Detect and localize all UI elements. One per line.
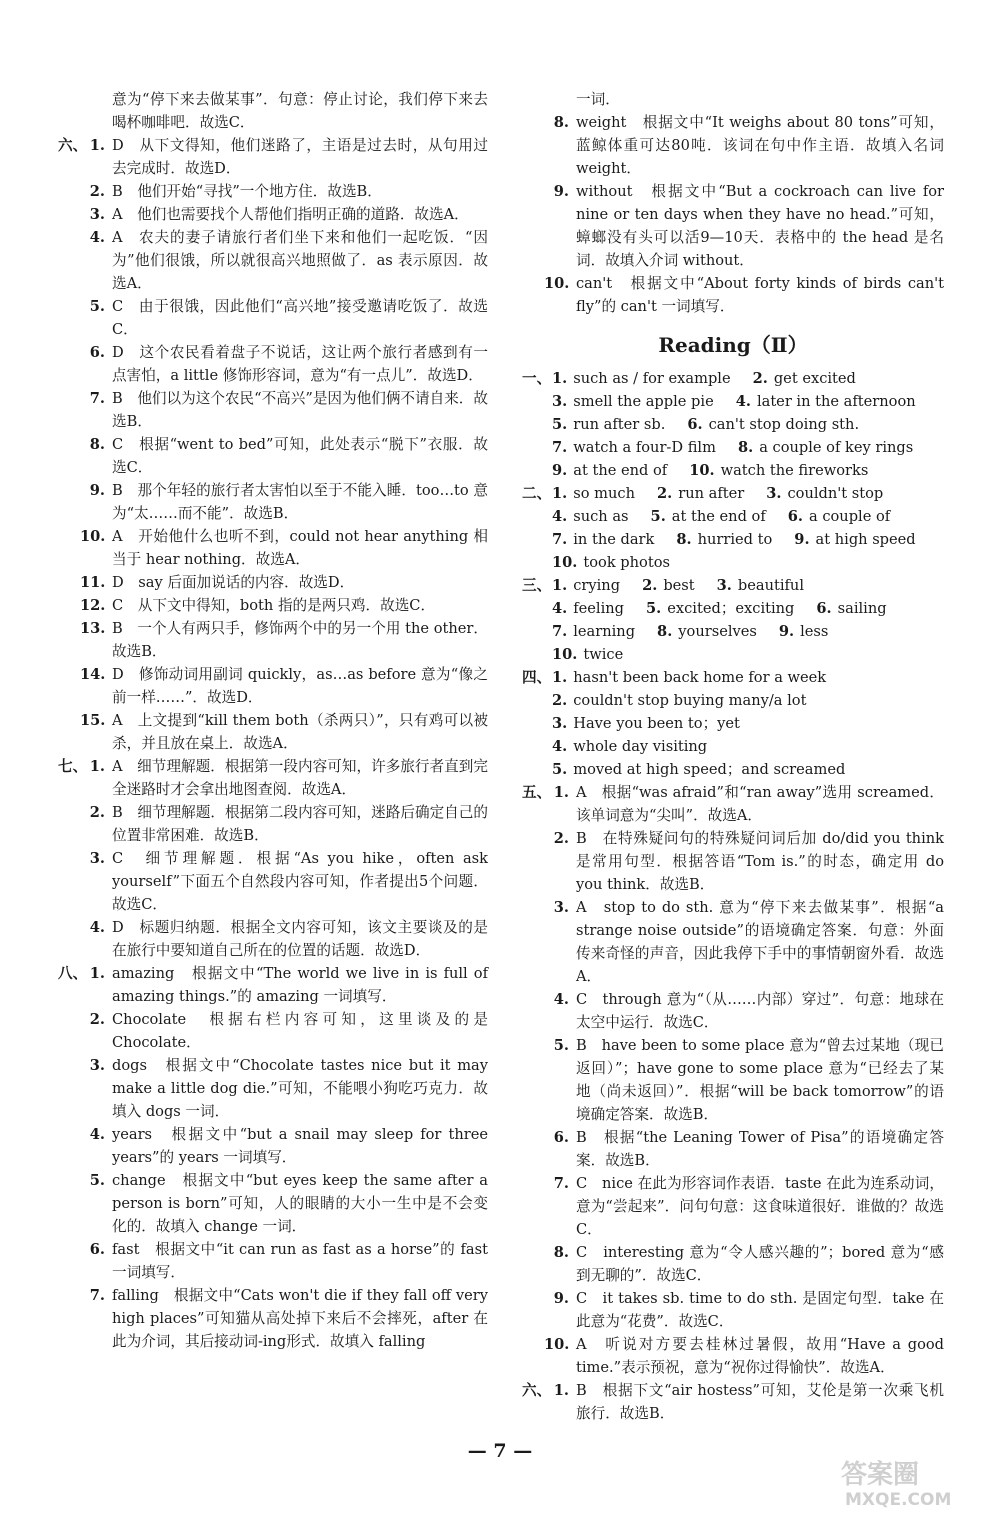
section-number: 三、 <box>522 577 552 594</box>
answer-text: weight 根据文中“It weighs about 80 tons”可知，蓝鲸体重可达80吨．该词在句中作主语．故填入名词 weight． <box>576 114 944 177</box>
phrase-row <box>522 413 944 436</box>
answer-item <box>58 1284 488 1353</box>
question-number: 2. <box>656 485 673 502</box>
phrase-answer: best <box>663 577 695 594</box>
question-number: 3. <box>766 485 782 502</box>
question-number: 15. <box>80 712 106 729</box>
answer-text: A 农夫的妻子请旅行者们坐下来和他们一起吃饭．“因为”他们很饿，所以就很高兴地照做了．as 表示原因．故选A． <box>112 229 488 292</box>
answer-item <box>58 1008 488 1054</box>
answer-item <box>58 755 488 801</box>
question-number: 5. <box>553 1037 569 1054</box>
question-number: 4. <box>552 738 568 755</box>
question-number: 2. <box>89 804 105 821</box>
question-number: 6. <box>787 508 803 525</box>
phrase-answer: whole day visiting <box>573 738 708 755</box>
phrase-row <box>522 735 944 758</box>
phrase-row <box>522 482 944 505</box>
answer-text: A 根据“was afraid”和“ran away”选用 screamed．该单词意为“尖叫”．故选A． <box>576 784 944 824</box>
section-number: 六、 <box>58 137 88 154</box>
answer-text: B 在特殊疑问句的特殊疑问词后加 do/did you think 是常用句型．根据答语“Tom is.”的时态，确定用 do you think．故选B． <box>576 830 944 893</box>
answer-text: C interesting 意为“令人感兴趣的”；bored 意为“感到无聊的”．故选C． <box>576 1244 944 1284</box>
phrase-row <box>522 505 944 528</box>
answer-text: Chocolate 根据右栏内容可知，这里谈及的是 Chocolate． <box>112 1011 488 1051</box>
phrase-answer: sailing <box>837 600 887 617</box>
phrase-answer: twice <box>583 646 624 663</box>
question-number: 8. <box>657 623 673 640</box>
answer-item <box>58 134 488 180</box>
phrase-answer: took photos <box>583 554 670 571</box>
answer-item <box>58 1123 488 1169</box>
phrase-row <box>522 666 944 689</box>
question-number: 6. <box>687 416 703 433</box>
answer-item <box>58 387 488 433</box>
question-number: 3. <box>552 393 568 410</box>
answer-text: C 从下文中得知，both 指的是两只鸡．故选C． <box>112 597 436 614</box>
answer-text: falling 根据文中“Cats won't die if they fall off very high places”可知猫从高处掉下来后不会摔死，after 在此为介词，其后接动词-ing形式．故填入 falling <box>112 1287 488 1350</box>
phrase-answer: couldn't stop buying many/a lot <box>573 692 807 709</box>
question-number: 7. <box>553 1175 569 1192</box>
question-number: 5. <box>89 298 105 315</box>
question-number: 2. <box>89 1011 105 1028</box>
answer-text: can't 根据文中“About forty kinds of birds can't fly”的 can't 一词填写． <box>576 275 944 315</box>
section-number: 八、 <box>58 965 88 982</box>
answer-text: B 一个人有两只手，修饰两个中的另一个用 the other．故选B． <box>112 620 488 660</box>
phrase-row <box>522 436 944 459</box>
answer-text: B 根据“the Leaning Tower of Pisa”的语境确定答案．故选B． <box>576 1129 944 1169</box>
question-number: 2. <box>89 183 105 200</box>
question-number: 4. <box>89 229 105 246</box>
answer-text: D 这个农民看着盘子不说话，这让两个旅行者感到有一点害怕，a little 修饰形容词，意为“有一点儿”．故选D． <box>112 344 488 384</box>
phrase-answer: Have you been to；yet <box>573 715 740 732</box>
phrase-answer: get excited <box>773 370 856 387</box>
question-number: 7. <box>89 1287 105 1304</box>
question-number: 9. <box>89 482 105 499</box>
phrase-answer: can't stop doing sth. <box>708 416 860 433</box>
question-number: 3. <box>716 577 732 594</box>
answer-text: D 修饰动词用副词 quickly，as…as before 意为“像之前一样……”．故选D． <box>112 666 488 706</box>
section-number: 四、 <box>522 669 552 686</box>
question-number: 12. <box>80 597 106 614</box>
phrase-answer: beautiful <box>737 577 804 594</box>
answer-item <box>58 433 488 479</box>
phrase-row <box>522 689 944 712</box>
answer-continuation: 一词． <box>576 91 620 108</box>
answer-text: B 根据下文“air hostess”可知，艾伦是第一次乘飞机旅行．故选B． <box>576 1382 944 1422</box>
answer-text: fast 根据文中“it can run as fast as a horse”的 fast 一词填写． <box>112 1241 488 1281</box>
answer-item <box>58 341 488 387</box>
question-number: 1. <box>89 137 105 154</box>
question-number: 7. <box>89 390 105 407</box>
phrase-row <box>522 459 944 482</box>
phrase-answer: a couple of key rings <box>759 439 914 456</box>
answer-text: amazing 根据文中“The world we live in is full of amazing things.”的 amazing 一词填写． <box>112 965 488 1005</box>
phrase-answer: hurried to <box>697 531 773 548</box>
question-number: 4. <box>735 393 751 410</box>
answer-text: C 根据“went to bed”可知，此处表示“脱下”衣服．故选C． <box>112 436 488 476</box>
answer-text: years 根据文中“but a snail may sleep for three years”的 years 一词填写． <box>112 1126 488 1166</box>
answer-text: A 开始他什么也听不到，could not hear anything 相当于 hear nothing．故选A． <box>112 528 488 568</box>
question-number: 1. <box>552 370 568 387</box>
answer-item <box>58 709 488 755</box>
question-number: 9. <box>778 623 795 640</box>
question-number: 11. <box>80 574 106 591</box>
section-number: 七、 <box>58 758 88 775</box>
phrase-row <box>522 574 944 597</box>
phrase-answer: crying <box>573 577 621 594</box>
answer-text: D 从下文得知，他们迷路了，主语是过去时，从句用过去完成时．故选D． <box>112 137 488 177</box>
phrase-answer: hasn't been back home for a week <box>573 669 827 686</box>
question-number: 3. <box>552 715 568 732</box>
answer-text: C 细节理解题．根据“As you hike，often ask yourself”下面五个自然段内容可知，作者提出5个问题．故选C． <box>112 850 488 913</box>
answer-item <box>522 111 944 180</box>
question-number: 3. <box>553 899 569 916</box>
answer-item <box>522 272 944 318</box>
phrase-answer: at the end of <box>573 462 668 479</box>
answer-item <box>58 1238 488 1284</box>
phrase-answer: learning <box>573 623 636 640</box>
question-number: 8. <box>553 114 569 131</box>
answer-item <box>58 203 488 226</box>
question-number: 1. <box>89 965 105 982</box>
question-number: 10. <box>544 275 570 292</box>
right-bottom-answers <box>522 781 944 1425</box>
question-number: 10. <box>689 462 715 479</box>
page-number: — 7 — <box>467 1440 533 1462</box>
question-number: 4. <box>552 508 568 525</box>
section-number: 六、 <box>522 1382 552 1399</box>
answer-item <box>58 962 488 1008</box>
answer-text: D 标题归纳题．根据全文内容可知，该文主要谈及的是在旅行中要知道自己所在的位置的话题．故选D． <box>112 919 488 959</box>
question-number: 2. <box>552 692 568 709</box>
question-number: 1. <box>553 784 569 801</box>
phrase-answer: such as / for example <box>573 370 731 387</box>
question-number: 6. <box>89 1241 105 1258</box>
question-number: 5. <box>552 761 568 778</box>
answer-item <box>522 1287 944 1333</box>
phrase-row <box>522 758 944 781</box>
question-number: 5. <box>650 508 666 525</box>
question-number: 6. <box>816 600 832 617</box>
answer-text: dogs 根据文中“Chocolate tastes nice but it may make a little dog die.”可知，不能喂小狗吃巧克力．故填入 dogs 一词． <box>112 1057 488 1120</box>
answer-item <box>58 617 488 663</box>
question-number: 2. <box>642 577 658 594</box>
answer-item <box>58 594 488 617</box>
question-number: 4. <box>553 991 569 1008</box>
question-number: 8. <box>737 439 754 456</box>
answer-item <box>58 1169 488 1238</box>
question-number: 7. <box>552 439 568 456</box>
question-number: 5. <box>646 600 662 617</box>
question-number: 2. <box>553 830 569 847</box>
answer-text: A 听说对方要去桂林过暑假，故用“Have a good time.”表示预祝，意为“祝你过得愉快”．故选A． <box>576 1336 944 1376</box>
phrase-row <box>522 712 944 735</box>
question-number: 2. <box>752 370 768 387</box>
phrase-answer: feeling <box>573 600 625 617</box>
answer-text: B 那个年轻的旅行者太害怕以至于不能入睡．too…to 意为“太……而不能”．故选B． <box>112 482 488 522</box>
answer-item <box>522 896 944 988</box>
phrase-row <box>522 390 944 413</box>
answer-item <box>522 1172 944 1241</box>
question-number: 10. <box>552 646 578 663</box>
phrase-answer: in the dark <box>573 531 655 548</box>
question-number: 14. <box>80 666 106 683</box>
answer-item <box>522 827 944 896</box>
answer-text: A stop to do sth. 意为“停下来去做某事”．根据“a strange noise outside”的语境确定答案．句意：外面传来奇怪的声音，因此我停下手中的事情朝窗外看．故选A． <box>576 899 944 985</box>
watermark-logo <box>771 1455 986 1510</box>
question-number: 13. <box>80 620 106 637</box>
answer-text: C it takes sb. time to do sth. 是固定句型．take 在此意为“花费”．故选C． <box>576 1290 944 1330</box>
question-number: 10. <box>544 1336 570 1353</box>
answer-item <box>58 226 488 295</box>
phrase-row <box>522 528 944 551</box>
question-number: 4. <box>552 600 568 617</box>
answer-item <box>58 1054 488 1123</box>
answer-item <box>58 847 488 916</box>
question-number: 9. <box>552 462 568 479</box>
phrase-row <box>522 643 944 666</box>
answer-item <box>522 781 944 827</box>
answer-item <box>522 1126 944 1172</box>
answer-item <box>58 295 488 341</box>
question-number: 10. <box>80 528 106 545</box>
answer-item <box>522 1333 944 1379</box>
phrase-answer: at high speed <box>815 531 916 548</box>
section-number: 五、 <box>522 784 552 801</box>
question-number: 1. <box>552 669 568 686</box>
question-number: 3. <box>89 850 105 867</box>
question-number: 3. <box>89 206 105 223</box>
question-number: 5. <box>89 1172 105 1189</box>
answer-text: C through 意为“（从……内部）穿过”．句意：地球在太空中运行．故选C． <box>576 991 944 1031</box>
question-number: 7. <box>552 531 568 548</box>
phrase-answer: yourselves <box>678 623 757 640</box>
answer-text: B have been to some place 意为“曾去过某地（现已返回）”；have gone to some place 意为“已经去了某地（尚未返回）”．根据“will be back tomorrow”的语境确定答案．故选B． <box>576 1037 944 1123</box>
watermark-line2: MXQE.COM <box>845 1490 952 1510</box>
phrase-row <box>522 367 944 390</box>
answer-continuation: 意为“停下来去做某事”．句意：停止讨论，我们停下来去喝杯咖啡吧．故选C． <box>112 91 488 131</box>
answer-item <box>58 180 488 203</box>
question-number: 6. <box>553 1129 569 1146</box>
question-number: 6. <box>89 344 105 361</box>
phrase-answer: couldn't stop <box>787 485 884 502</box>
watermark-line1: 答案圈 <box>841 1460 920 1490</box>
answer-item <box>58 479 488 525</box>
reading-heading: Reading（Ⅱ） <box>658 333 808 357</box>
answer-text: C nice 在此为形容词作表语．taste 在此为连系动词，意为“尝起来”．问句句意：这食味道很好．谁做的？故选C． <box>576 1175 944 1238</box>
question-number: 1. <box>552 485 568 502</box>
answer-text: A 细节理解题．根据第一段内容可知，许多旅行者直到完全迷路时才会拿出地图查阅．故选A． <box>112 758 488 798</box>
answer-text: D say 后面加说话的内容．故选D． <box>112 574 355 591</box>
phrase-answer: later in the afternoon <box>756 393 916 410</box>
answer-text: change 根据文中“but eyes keep the same after a person is born”可知，人的眼睛的大小一生中是不会变化的．故填入 change 一词． <box>112 1172 488 1235</box>
question-number: 9. <box>794 531 810 548</box>
answer-item <box>58 801 488 847</box>
question-number: 4. <box>89 919 105 936</box>
answer-item <box>522 180 944 272</box>
answer-text: A 他们也需要找个人帮他们指明正确的道路．故选A． <box>112 206 469 223</box>
phrase-row <box>522 620 944 643</box>
question-number: 4. <box>89 1126 105 1143</box>
answer-item <box>58 663 488 709</box>
question-number: 9. <box>553 1290 569 1307</box>
answer-text: B 细节理解题．根据第二段内容可知，迷路后确定自己的位置非常困难．故选B． <box>112 804 488 844</box>
answer-item <box>522 988 944 1034</box>
answer-text: B 他们开始“寻找”一个地方住．故选B． <box>112 183 382 200</box>
question-number: 7. <box>552 623 568 640</box>
phrase-answer: smell the apple pie <box>573 393 714 410</box>
question-number: 1. <box>552 577 568 594</box>
left-column <box>58 88 488 1353</box>
question-number: 1. <box>89 758 105 775</box>
section-number: 一、 <box>522 370 552 387</box>
phrase-answer: so much <box>573 485 635 502</box>
phrase-answer: excited；exciting <box>667 600 795 617</box>
phrase-answer: at the end of <box>671 508 766 525</box>
phrase-answer: less <box>800 623 829 640</box>
answer-item <box>58 571 488 594</box>
question-number: 5. <box>552 416 568 433</box>
phrase-answer: run after <box>678 485 745 502</box>
question-number: 8. <box>676 531 692 548</box>
phrase-answer: run after sb. <box>573 416 666 433</box>
phrase-answer: watch the fireworks <box>720 462 869 479</box>
question-number: 10. <box>552 554 578 571</box>
question-number: 3. <box>89 1057 105 1074</box>
answer-item <box>522 1379 944 1425</box>
phrase-row <box>522 597 944 620</box>
phrase-answer: moved at high speed；and screamed <box>573 761 846 778</box>
question-number: 8. <box>89 436 105 453</box>
right-column <box>522 88 944 1425</box>
question-number: 9. <box>553 183 569 200</box>
answer-text: B 他们以为这个农民“不高兴”是因为他们俩不请自来．故选B． <box>112 390 488 430</box>
answer-item <box>522 1241 944 1287</box>
section-number: 二、 <box>522 485 552 502</box>
question-number: 1. <box>553 1382 569 1399</box>
question-number: 8. <box>553 1244 569 1261</box>
phrase-answer: watch a four-D film <box>573 439 716 456</box>
answer-item <box>58 525 488 571</box>
answer-text: C 由于很饿，因此他们“高兴地”接受邀请吃饭了．故选C． <box>112 298 488 338</box>
phrase-answer: a couple of <box>809 508 891 525</box>
answer-text: without 根据文中“But a cockroach can live for nine or ten days when they have no head.”可知，蟑螂没有头可以活9—10天．表格中的 the head 是名词．故填入介词 without． <box>576 183 944 269</box>
answer-item <box>522 1034 944 1126</box>
phrase-row <box>522 551 944 574</box>
answer-text: A 上文提到“kill them both（杀两只）”，只有鸡可以被杀，并且放在桌上．故选A． <box>112 712 488 752</box>
phrase-answers <box>522 367 944 781</box>
answer-item <box>58 916 488 962</box>
phrase-answer: such as <box>573 508 629 525</box>
right-top-answers <box>522 88 944 318</box>
